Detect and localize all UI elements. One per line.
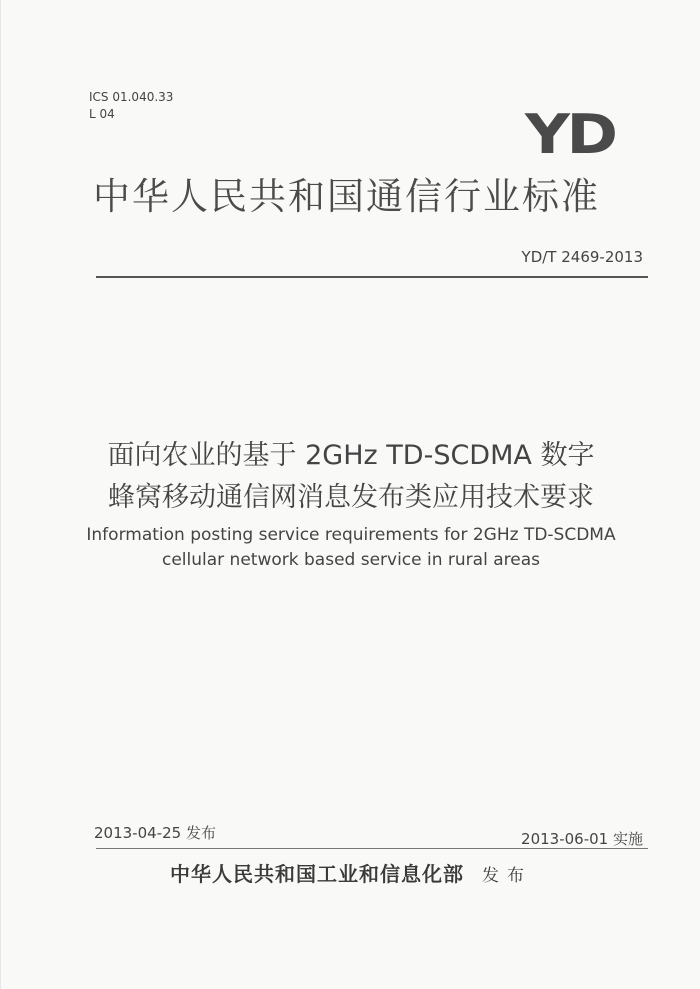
yd-logo: YD [525,103,615,166]
ccs-code: L 04 [89,107,115,121]
ics-code: ICS 01.040.33 [89,90,174,104]
classification-codes [89,89,173,123]
document-title-en-line2: cellular network based service in rural areas [162,550,540,570]
header-divider [96,276,648,278]
publish-verb: 发布 [482,866,532,886]
footer-divider [96,848,648,849]
standard-number: YD/T 2469-2013 [521,248,643,266]
document-title-cn-line1: 面向农业的基于 2GHz TD-SCDMA 数字 [107,440,595,471]
document-title-cn-line2: 蜂窝移动通信网消息发布类应用技术要求 [108,482,594,513]
standard-category-title: 中华人民共和国通信行业标准 [93,175,600,218]
publisher-line [1,858,700,887]
document-title-en-line1: Information posting service requirements for 2GHz TD-SCDMA [86,525,616,545]
implementation-date: 2013-06-01 实施 [521,830,643,848]
issue-date: 2013-04-25 发布 [94,824,216,842]
publisher-name: 中华人民共和国工业和信息化部 [170,862,464,886]
